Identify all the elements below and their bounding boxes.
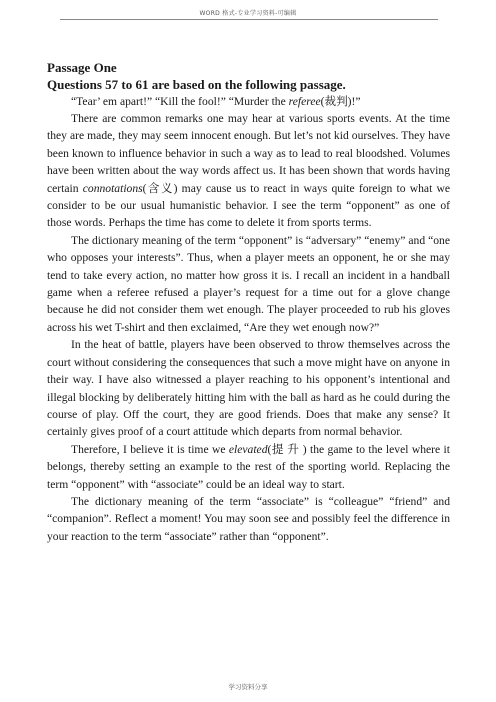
paragraph-4-italic: elevated [228, 442, 268, 456]
paragraph-2: The dictionary meaning of the term “opponent” is “adversary” “enemy” and “one who opposes your interests”. Thus, when a player meets an opponent, he or she may tend to take every action, no matter how gross it is. I recall an incident in a handball game when a referee refused a player’s request for a time out for a glove change because he did not consider them wet enough. The player proceeded to rub his gloves across his wet T-shirt and then exclaimed, “Are they wet enough now?” [47, 233, 450, 334]
paragraph-1-rest: (含义) may cause us to react in ways quite foreign to what we consider to be our usual humanistic behavior. I see the term “opponent” as one of those words. Perhaps the time has come to delete it from sports terms. [47, 181, 451, 230]
page-footer: 学习资料分享 [228, 683, 268, 691]
quote-part-2: (裁判)!” [320, 95, 361, 108]
opening-quote [47, 93, 450, 110]
passage-title: Passage One [47, 60, 117, 75]
document-body [47, 60, 450, 545]
quote-part-1: “Tear’ em apart!” “Kill the fool!” “Murder the [71, 95, 289, 108]
paragraph-1 [47, 110, 450, 232]
paragraph-1-text: There are common remarks one may hear at various sports events. At the time they are made, they may seem innocent enough. But let’s not kid ourselves. They have been known to influence behavior in such a way as to lead to real bloodshed. Volumes have been written about the way words affect us. It has been shown that words having certain [47, 112, 450, 195]
quote-referee: referee [288, 95, 321, 108]
paragraph-4-text-a: Therefore, I believe it is time we [71, 442, 229, 456]
paragraph-4-text-b: (提 升 ) the game to the level where it belongs, thereby setting an example to the rest of the sporting world. Replacing the term “opponent” with “associate” could be an ideal way to start. [47, 442, 450, 491]
paragraph-5: The dictionary meaning of the term “associate” is “colleague” “friend” and “companion”. Reflect a moment! You may soon see and possibly feel the difference in your reaction to the term “associate” rather than “opponent”. [47, 494, 450, 543]
header-divider [60, 19, 438, 20]
questions-heading: Questions 57 to 61 are based on the following passage. [47, 77, 346, 92]
paragraph-3: In the heat of battle, players have been observed to throw themselves across the court without considering the consequences that such a move might have on anyone in their way. I have also witnessed a player reaching to his opponent’s intentional and illegal blocking by deliberately hitting him with the ball as hard as he could during the course of play. Off the court, they are good friends. Does that make any sense? It certainly gives proof of a court attitude which departs from normal behavior. [47, 338, 450, 439]
paragraph-4 [47, 441, 450, 493]
page-header: WORD 格式-专业学习资料-可编辑 [199, 10, 297, 17]
paragraph-1-italic: connotations [82, 181, 143, 195]
